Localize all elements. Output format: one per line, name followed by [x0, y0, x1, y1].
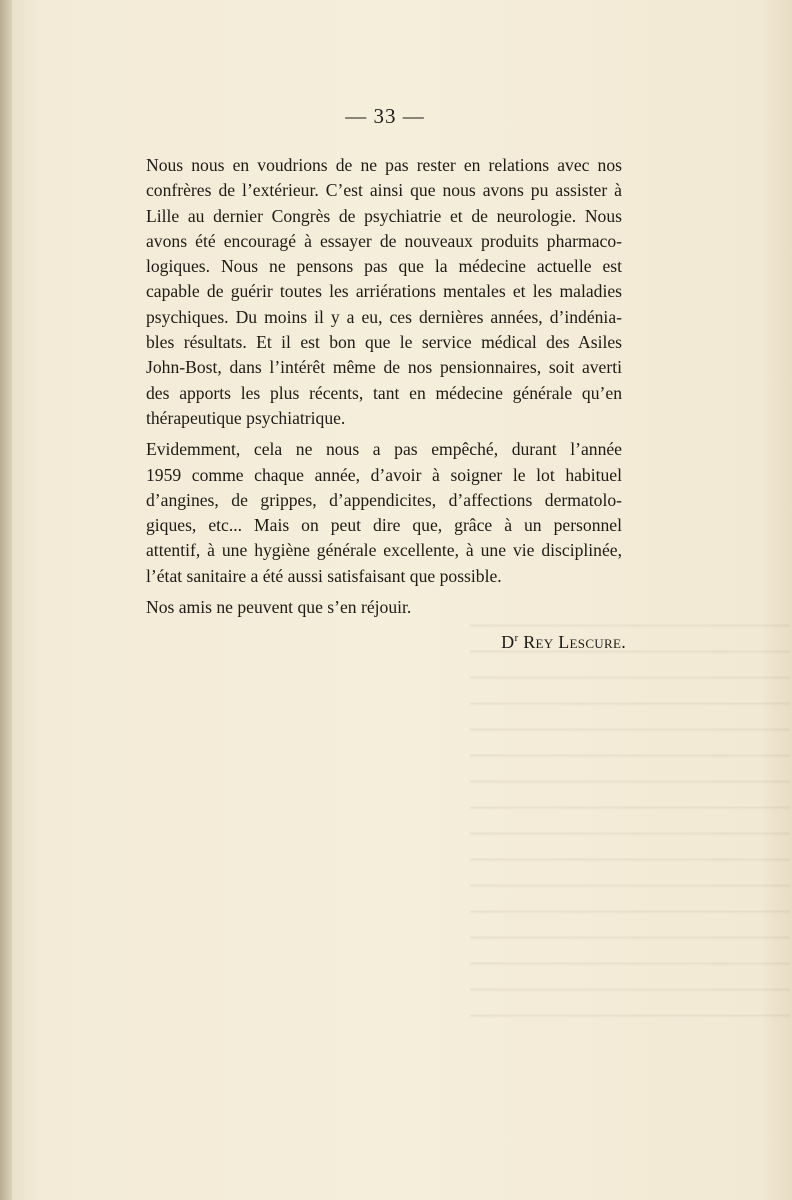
text-line: attentif, à une hygiène générale excellente, à une vie disciplinée,	[146, 540, 622, 561]
text-line: des apports les plus récents, tant en médecine générale qu’en	[146, 382, 622, 403]
text-line: Lille au dernier Congrès de psychiatrie et de neurologie. Nous	[146, 205, 622, 226]
text-line: Evidemment, cela ne nous a pas empêché, durant l’année	[146, 439, 622, 460]
body-text	[146, 153, 622, 620]
text-line: capable de guérir toutes les arriérations mentales et les maladies	[146, 281, 622, 302]
text-line: John-Bost, dans l’intérêt même de nos pensionnaires, soit averti	[146, 357, 622, 378]
text-line: giques, etc... Mais on peut dire que, grâce à un personnel	[146, 515, 622, 536]
text-line: 1959 comme chaque année, d’avoir à soigner le lot habituel	[146, 464, 622, 485]
text-line: Nous nous en voudrions de ne pas rester en relations avec nos	[146, 155, 622, 175]
paragraph-2	[146, 437, 622, 589]
text-line: confrères de l’extérieur. C’est ainsi que nous avons pu assister à	[146, 180, 622, 201]
text-line: bles résultats. Et il est bon que le service médical des Asiles	[146, 332, 622, 353]
text-line: psychiques. Du moins il y a eu, ces dernières années, d’indénia-	[146, 306, 622, 327]
paragraph-3	[146, 595, 622, 620]
text-line: Nos amis ne peuvent que s’en réjouir.	[146, 597, 412, 618]
text-line: thérapeutique psychiatrique.	[146, 407, 346, 428]
paragraph-1	[146, 153, 622, 431]
signature-title: D	[501, 632, 515, 652]
text-line: d’angines, de grippes, d’appendicites, d’affections dermatolo-	[146, 489, 622, 510]
binding-edge	[0, 0, 12, 1200]
bleed-through-shadow	[470, 610, 790, 1030]
text-line: l’état sanitaire a été aussi satisfaisant que possible.	[146, 565, 502, 586]
signature-name: Rey Lescure.	[523, 632, 626, 652]
signature-title-superscript: r	[514, 632, 519, 644]
text-line: logiques. Nous ne pensons pas que la médecine actuelle est	[146, 256, 622, 277]
page-number: — 33 —	[345, 104, 425, 128]
text-line: avons été encouragé à essayer de nouveaux produits pharmaco-	[146, 230, 622, 251]
signature	[501, 632, 626, 653]
